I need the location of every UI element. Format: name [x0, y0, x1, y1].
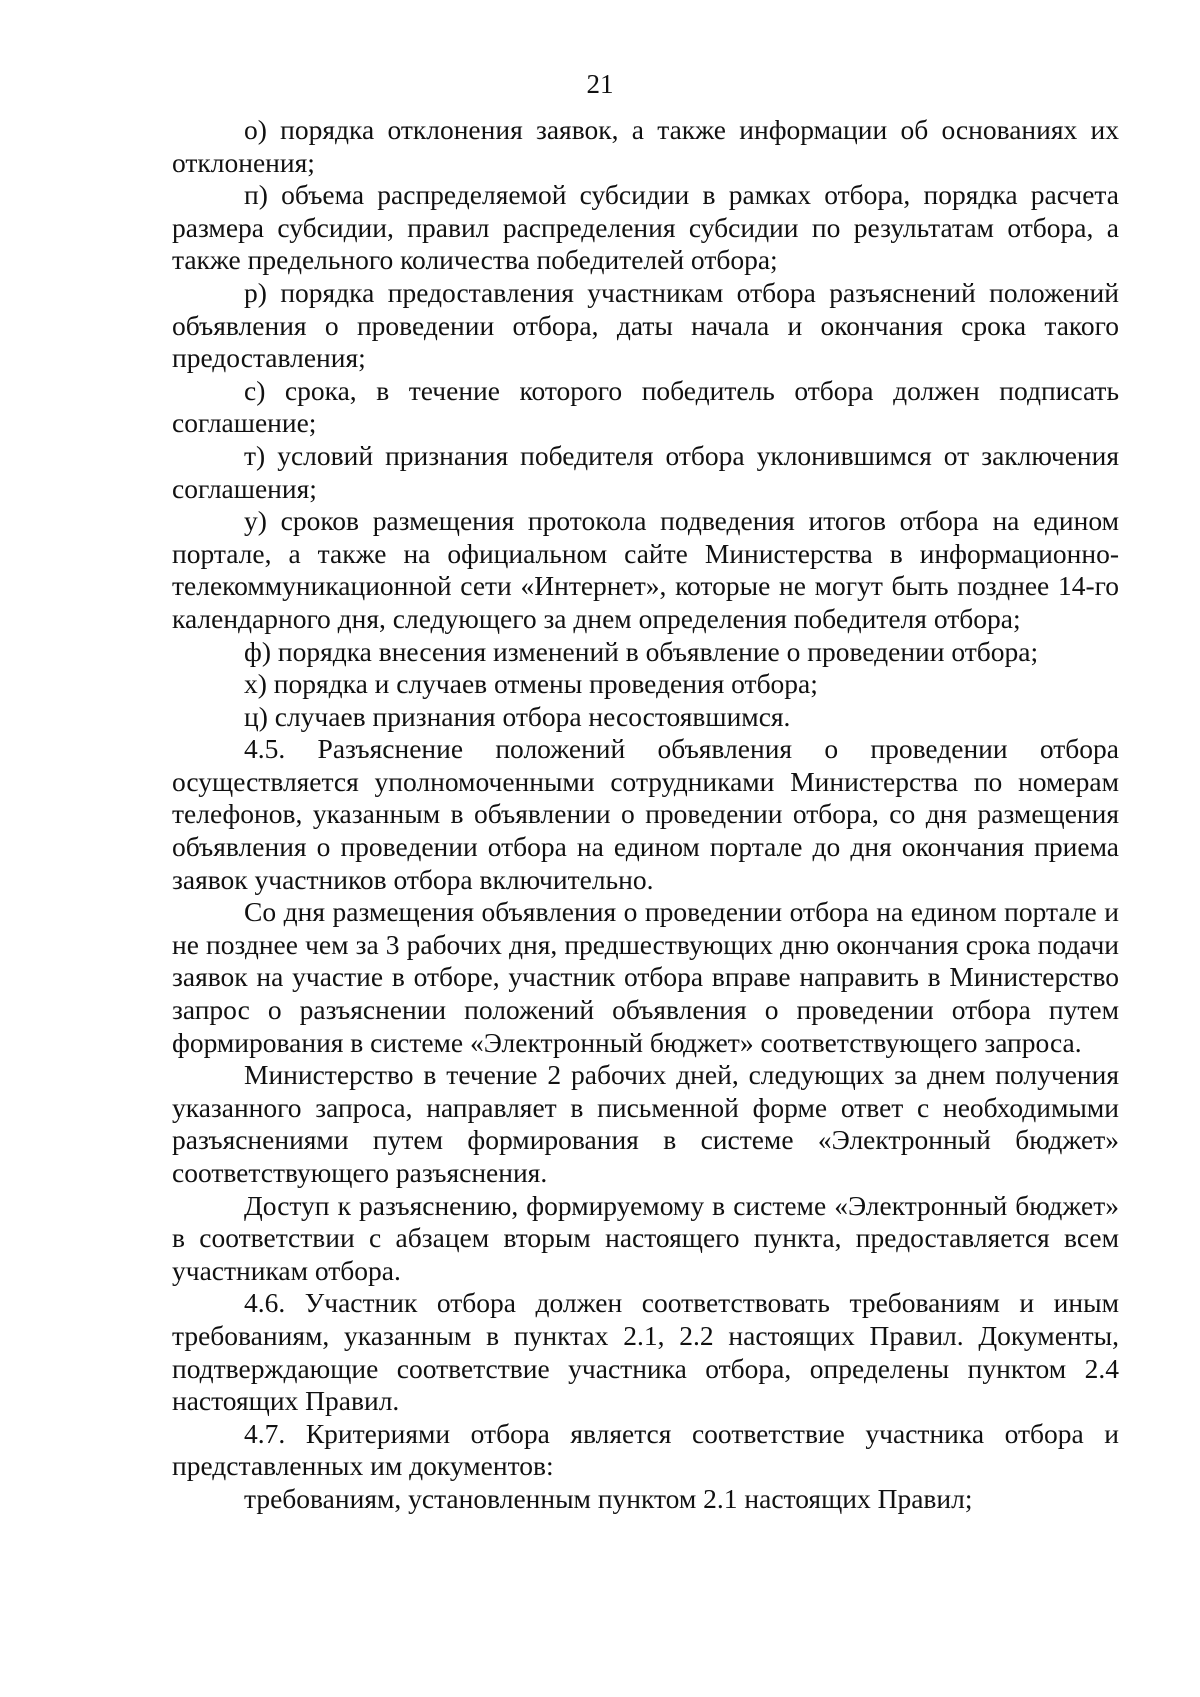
- paragraph-item-o: о) порядка отклонения заявок, а также информации об основаниях их отклонения;: [172, 114, 1119, 178]
- paragraph-4-5-response: Министерство в течение 2 рабочих дней, следующих за днем получения указанного запроса, направляет в письменной форме ответ с необходимыми разъяснениями путем формирования в системе «Электронный бюджет» соответствующего разъяснения.: [172, 1059, 1119, 1188]
- paragraph-4-5-access: Доступ к разъяснению, формируемому в системе «Электронный бюджет» в соответствии с абзацем вторым настоящего пункта, предоставляется всем участникам отбора.: [172, 1189, 1119, 1286]
- paragraph-4-7-criterion: требованиям, установленным пунктом 2.1 настоящих Правил;: [244, 1482, 973, 1514]
- paragraph-item-h: х) порядка и случаев отмены проведения отбора;: [244, 668, 818, 700]
- paragraph-item-t: т) условий признания победителя отбора уклонившимся от заключения соглашения;: [172, 439, 1119, 504]
- paragraph-4-7: 4.7. Критериями отбора является соответствие участника отбора и представленных им документов:: [172, 1417, 1119, 1482]
- paragraph-item-u: у) сроков размещения протокола подведения итогов отбора на едином портале, а также на официальном сайте Министерства в информационно-телекоммуникационной сети «Интернет», которые не могут быть позднее 14-го календарного дня, следующего за днем определения победителя отбора;: [172, 505, 1119, 634]
- paragraph-4-5-request: Со дня размещения объявления о проведении отбора на едином портале и не позднее чем за 3 рабочих дня, предшествующих дню окончания срока подачи заявок на участие в отборе, участник отбора вправе направить в Министерство запрос о разъяснении положений объявления о проведении отбора путем формирования в системе «Электронный бюджет» соответствующего запроса.: [172, 896, 1119, 1058]
- page-number: 21: [586, 69, 614, 99]
- paragraph-item-f: ф) порядка внесения изменений в объявление о проведении отбора;: [244, 635, 1039, 667]
- document-body: [172, 114, 1119, 1516]
- paragraph-item-s: с) срока, в течение которого победитель отбора должен подписать соглашение;: [172, 374, 1119, 439]
- paragraph-item-p: п) объема распределяемой субсидии в рамках отбора, порядка расчета размера субсидии, правил распределения субсидии по результатам отбора, а также предельного количества победителей отбора;: [172, 179, 1119, 276]
- paragraph-4-5: 4.5. Разъяснение положений объявления о проведении отбора осуществляется уполномоченными сотрудниками Министерства по номерам телефонов, указанным в объявлении о проведении отбора, со дня размещения объявления о проведении отбора на едином портале до дня окончания приема заявок участников отбора включительно.: [172, 733, 1119, 895]
- paragraph-item-r: р) порядка предоставления участникам отбора разъяснений положений объявления о проведении отбора, даты начала и окончания срока такого предоставления;: [172, 276, 1119, 374]
- paragraph-item-ts: ц) случаев признания отбора несостоявшимся.: [244, 700, 791, 732]
- paragraph-4-6: 4.6. Участник отбора должен соответствовать требованиям и иным требованиям, указанным в пунктах 2.1, 2.2 настоящих Правил. Документы, подтверждающие соответствие участника отбора, определены пунктом 2.4 настоящих Правил.: [172, 1287, 1119, 1417]
